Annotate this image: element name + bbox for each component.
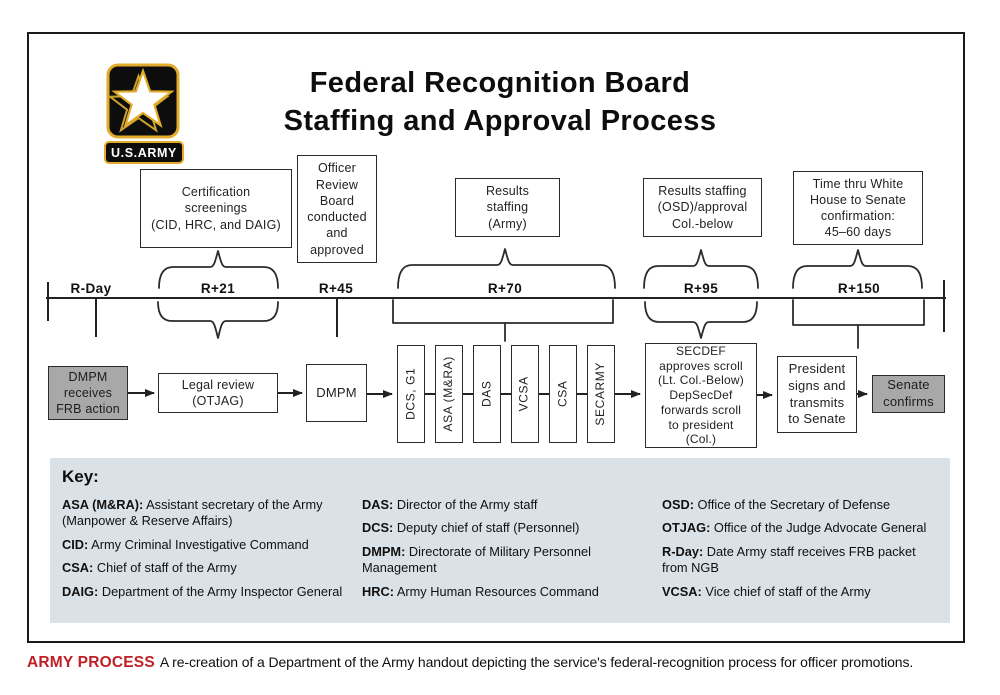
key-def: Army Human Resources Command [394,583,599,599]
flow-secdef-approves: SECDEF approves scroll (Lt. Col.-Below) DepSecDef forwards scroll to president (Col.) [645,343,757,448]
key-heading: Key: [62,467,99,486]
key-entry-otjag [662,520,942,536]
key-def: Directorate of Military Personnel Management [362,543,591,576]
flow-csa-label: CSA [555,380,570,408]
flow-das [473,345,501,443]
timeline-label-r150: R+150 [837,281,881,296]
callout-officer-review-board: Officer Review Board conducted and approved [297,155,377,263]
key-column-2 [362,497,654,607]
key-term: DCS: [362,520,394,536]
key-column-1 [62,497,354,607]
flow-vcsa [511,345,539,443]
key-term: CID: [62,536,89,552]
flow-legal-review-otjag: Legal review (OTJAG) [158,373,278,413]
flow-asa-mra-label: ASA (M&RA) [441,356,456,432]
flow-senate-confirms: Senate confirms [872,375,945,413]
key-entry-csa [62,560,354,576]
caption-tag: ARMY PROCESS [27,654,155,671]
key-def: Date Army staff receives FRB packet from NGB [662,543,916,576]
key-term: DAIG: [62,583,99,599]
key-def: Assistant secretary of the Army (Manpower & Reserve Affairs) [62,497,323,529]
key-term: OSD: [662,497,694,512]
flow-president-signs: President signs and transmits to Senate [777,356,857,433]
key-term: ASA (M&RA): [62,497,144,512]
flow-das-label: DAS [479,380,494,408]
callout-results-staffing-army: Results staffing (Army) [455,178,560,237]
key-entry-asa [62,497,354,530]
key-term: VCSA: [662,583,702,599]
key-term: DMPM: [362,543,406,559]
key-column-3 [662,497,942,607]
us-army-wordmark: U.S.ARMY [104,141,184,164]
key-entry-osd [662,497,942,513]
callout-white-house-to-senate: Time thru White House to Senate confirmation: 45–60 days [793,171,923,245]
key-def: Deputy chief of staff (Personnel) [393,520,580,536]
flow-secarmy [587,345,615,443]
timeline-label-r21: R+21 [200,281,236,296]
timeline-label-r45: R+45 [318,281,354,296]
timeline-label-r95: R+95 [683,281,719,296]
key-entry-cid [62,537,354,553]
callout-certification-screenings: Certification screenings (CID, HRC, and DAIG) [140,169,292,248]
key-term: DAS: [362,497,394,512]
key-def: Director of the Army staff [393,497,538,512]
bottom-caption [27,654,967,672]
key-term: OTJAG: [662,520,711,536]
flow-secarmy-label: SECARMY [593,362,608,426]
timeline-label-r70: R+70 [487,281,523,296]
key-def: Chief of staff of the Army [93,560,237,576]
flow-vcsa-label: VCSA [517,376,532,412]
key-def: Office of the Secretary of Defense [694,497,891,512]
key-entry-dcs [362,520,654,536]
key-entry-das [362,497,654,513]
flow-csa [549,345,577,443]
key-def: Vice chief of staff of the Army [701,583,871,599]
key-entry-rday [662,544,942,577]
key-entry-hrc [362,584,654,600]
flow-dcs-g1 [397,345,425,443]
flow-asa-mra [435,345,463,443]
flow-dmpm-receives-frb: DMPM receives FRB action [48,366,128,420]
key-def: Army Criminal Investigative Command [88,536,309,552]
title-line-2: Staffing and Approval Process [283,105,717,138]
timeline-label-r-day: R-Day [70,281,112,296]
page-title [120,64,880,141]
key-entry-dmpm [362,544,654,577]
key-entry-vcsa [662,584,942,600]
key-term: HRC: [362,583,394,599]
key-term: CSA: [62,560,94,576]
flow-dcs-g1-label: DCS, G1 [403,367,418,421]
key-term: R-Day: [662,543,704,559]
key-panel [50,458,950,623]
callout-results-staffing-osd: Results staffing (OSD)/approval Col.-below [643,178,762,237]
caption-text: A re-creation of a Department of the Army handout depicting the service's federal-recognition process for officer promotions. [159,654,914,670]
key-def: Office of the Judge Advocate General [710,520,927,536]
title-line-1: Federal Recognition Board [309,67,691,99]
key-def: Department of the Army Inspector General [98,583,343,599]
key-entry-daig [62,584,354,600]
flow-dmpm: DMPM [306,364,367,422]
